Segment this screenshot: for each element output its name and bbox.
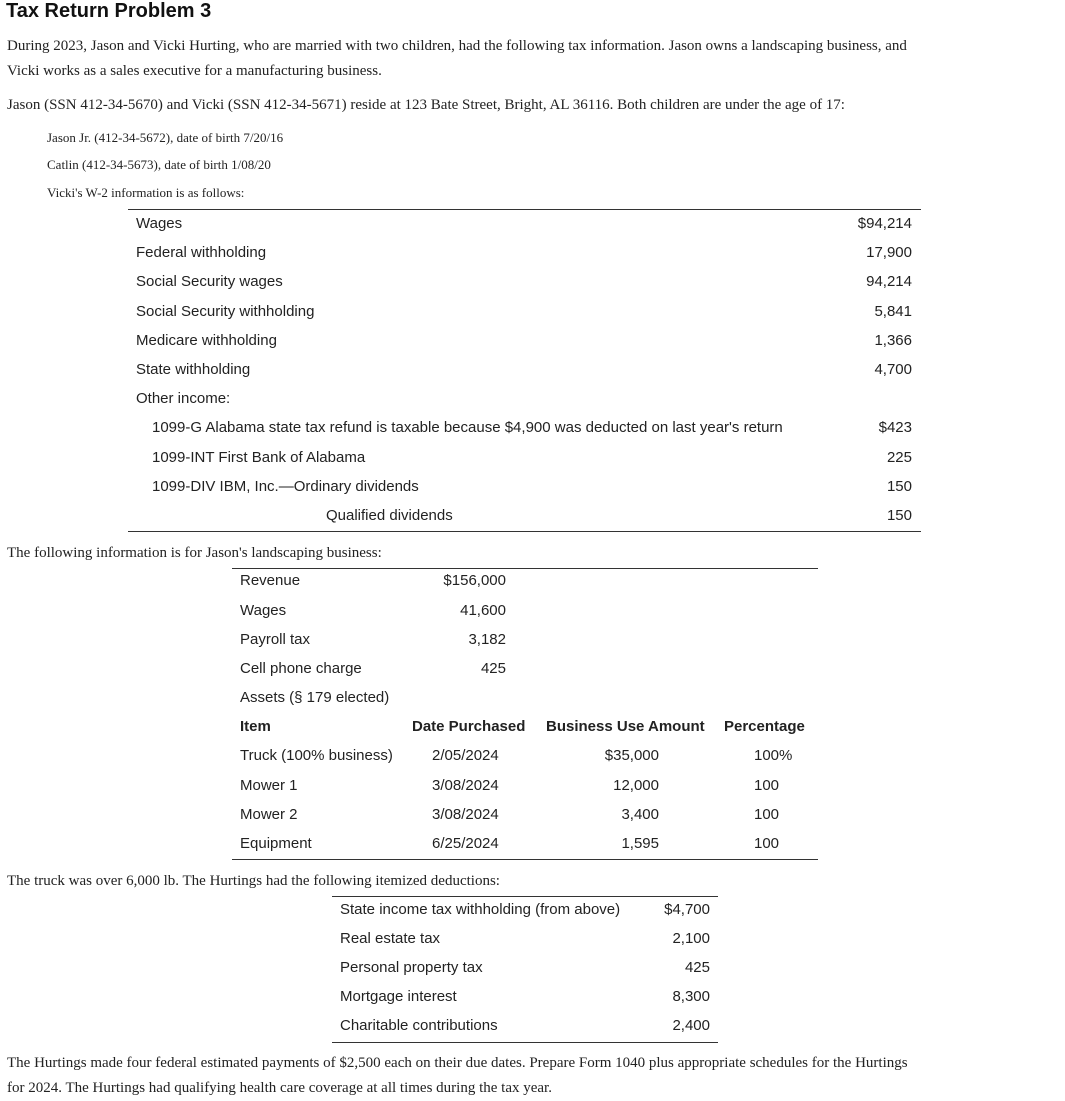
business-label: Wages [240, 602, 287, 619]
deduction-label: Charitable contributions [340, 1017, 498, 1034]
other-income-value: $423 [878, 419, 912, 436]
assets-label: Assets (§ 179 elected) [240, 689, 390, 706]
child-1: Jason Jr. (412-34-5672), date of birth 7/20/16 [47, 130, 284, 145]
asset-percentage: 100 [754, 777, 780, 794]
w2-value: 1,366 [874, 332, 912, 349]
deduction-value: 8,300 [672, 988, 710, 1005]
deduction-label: Mortgage interest [340, 988, 457, 1005]
asset-header-item: Item [240, 718, 271, 735]
asset-item: Equipment [240, 835, 312, 852]
deduction-value: 2,400 [672, 1017, 710, 1034]
qualified-dividends-label: Qualified dividends [326, 507, 453, 524]
intro-line-2: Vicki works as a sales executive for a manufacturing business. [7, 63, 382, 79]
business-value: 425 [480, 660, 506, 677]
w2-label: Federal withholding [136, 244, 267, 261]
asset-amount: $35,000 [604, 747, 659, 764]
w2-value: $94,214 [857, 215, 912, 232]
asset-date: 3/08/2024 [432, 777, 499, 794]
w2-value: 94,214 [866, 273, 912, 290]
w2-value: 4,700 [874, 361, 912, 378]
closing-line-1: The Hurtings made four federal estimated payments of $2,500 each on their due dates. Prepare Form 1040 plus appropriate schedules for the Hurtings [7, 1055, 908, 1071]
asset-item: Mower 2 [240, 806, 298, 823]
business-top-rule [232, 568, 818, 569]
w2-label: Social Security wages [136, 273, 283, 290]
asset-date: 2/05/2024 [432, 747, 499, 764]
w2-label: Social Security withholding [136, 303, 315, 320]
page-title: Tax Return Problem 3 [6, 0, 212, 22]
intro-residence: Jason (SSN 412-34-5670) and Vicki (SSN 412-34-5671) reside at 123 Bate Street, Bright, AL 36116. Both children are under the age of 17: [7, 97, 845, 113]
closing-line-2: for 2024. The Hurtings had qualifying health care coverage at all times during the tax year. [7, 1080, 552, 1096]
deduction-label: State income tax withholding (from above) [340, 901, 621, 918]
itemized-intro: The truck was over 6,000 lb. The Hurtings had the following itemized deductions: [7, 873, 500, 889]
asset-date: 3/08/2024 [432, 806, 499, 823]
w2-label: Medicare withholding [136, 332, 277, 349]
business-label: Cell phone charge [240, 660, 362, 677]
other-income-value: 150 [886, 478, 912, 495]
business-intro: The following information is for Jason's landscaping business: [7, 545, 382, 561]
asset-percentage: 100 [754, 806, 780, 823]
w2-bottom-rule [128, 531, 921, 532]
deduction-value: $4,700 [664, 901, 710, 918]
w2-intro: Vicki's W-2 information is as follows: [47, 185, 245, 200]
deduction-value: 425 [684, 959, 710, 976]
deduction-label: Personal property tax [340, 959, 483, 976]
qualified-dividends-value: 150 [886, 507, 912, 524]
asset-header-date: Date Purchased [412, 718, 526, 735]
asset-item: Truck (100% business) [240, 747, 393, 764]
business-label: Payroll tax [240, 631, 311, 648]
business-label: Revenue [240, 572, 301, 589]
w2-label: Wages [136, 215, 183, 232]
w2-top-rule [128, 209, 921, 210]
child-2: Catlin (412-34-5673), date of birth 1/08/20 [47, 157, 271, 172]
other-income-value: 225 [886, 449, 912, 466]
itemized-bottom-rule [332, 1042, 718, 1043]
asset-percentage: 100 [754, 835, 780, 852]
asset-date: 6/25/2024 [432, 835, 499, 852]
w2-value: 17,900 [866, 244, 912, 261]
asset-amount: 1,595 [621, 835, 659, 852]
asset-item: Mower 1 [240, 777, 298, 794]
itemized-top-rule [332, 896, 718, 897]
w2-label: State withholding [136, 361, 251, 378]
business-value: $156,000 [443, 572, 506, 589]
w2-value: 5,841 [874, 303, 912, 320]
business-bottom-rule [232, 859, 818, 860]
other-income-label: Other income: [136, 390, 231, 407]
deduction-value: 2,100 [672, 930, 710, 947]
business-value: 3,182 [468, 631, 506, 648]
asset-percentage: 100% [754, 747, 793, 764]
deduction-label: Real estate tax [340, 930, 441, 947]
asset-header-percentage: Percentage [724, 718, 805, 735]
asset-amount: 12,000 [613, 777, 659, 794]
other-income-label: 1099-INT First Bank of Alabama [152, 449, 366, 466]
asset-amount: 3,400 [621, 806, 659, 823]
business-value: 41,600 [460, 602, 506, 619]
asset-header-amount: Business Use Amount [546, 718, 705, 735]
intro-line-1: During 2023, Jason and Vicki Hurting, who are married with two children, had the following tax information. Jason owns a landscaping business, and [7, 38, 907, 54]
other-income-label: 1099-G Alabama state tax refund is taxable because $4,900 was deducted on last year's return [152, 419, 783, 436]
other-income-label: 1099-DIV IBM, Inc.—Ordinary dividends [152, 478, 419, 495]
